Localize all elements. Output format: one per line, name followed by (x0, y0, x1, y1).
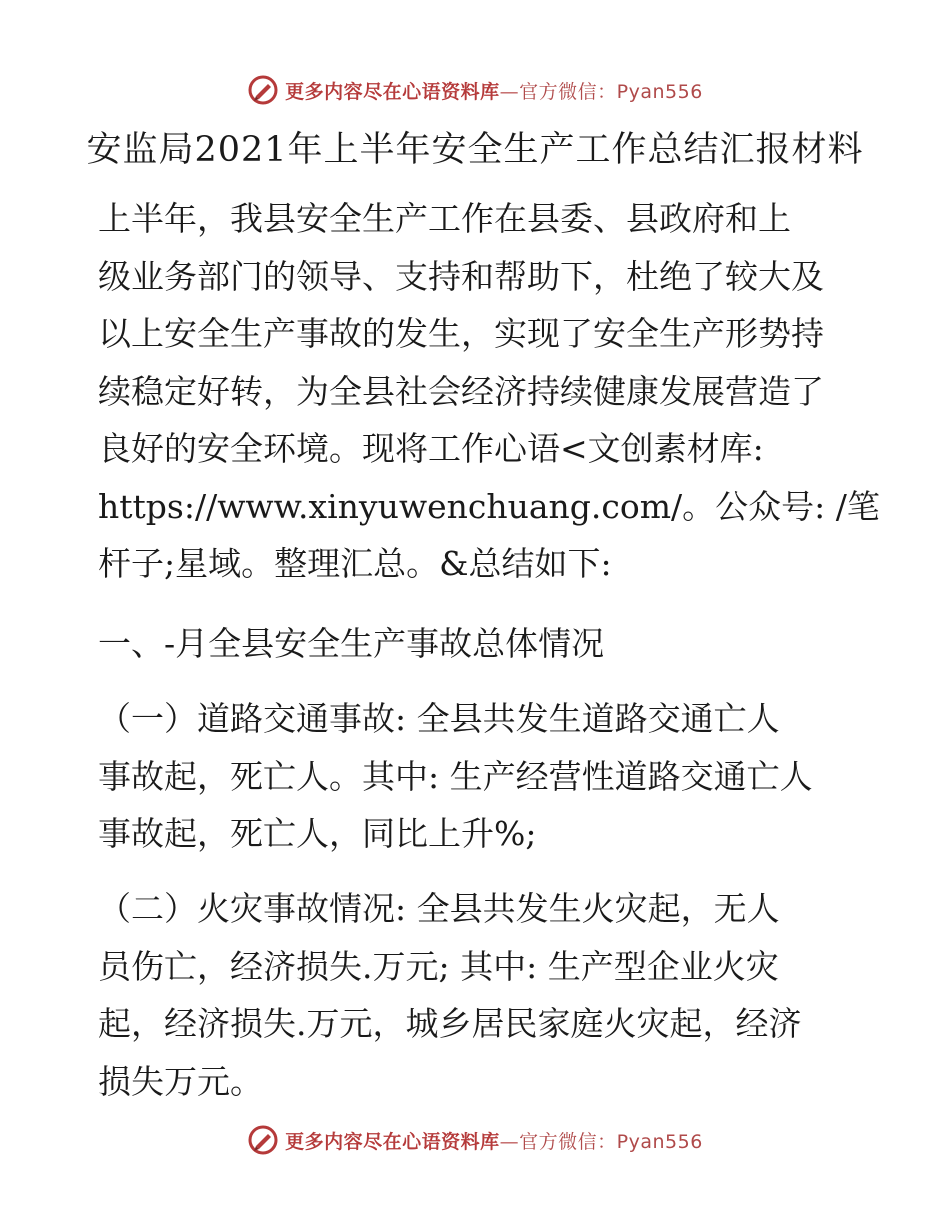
watermark-dash: — (499, 80, 520, 103)
watermark-wechat-text: 官方微信：Pyan556 (519, 1130, 703, 1153)
header-watermark (0, 70, 950, 110)
fire-line: 损失万元。 (98, 1061, 263, 1101)
traffic-accident-paragraph (98, 690, 858, 863)
traffic-line: 事故起，死亡人。其中: 生产经营性道路交通亡人 (98, 756, 813, 796)
fire-line: 起，经济损失.万元，城乡居民家庭火灾起，经济 (98, 1004, 802, 1043)
pen-logo-icon (247, 1124, 279, 1156)
intro-line: 级业务部门的领导、支持和帮助下，杜绝了较大及 (98, 256, 824, 296)
intro-line: 良好的安全环境。现将工作心语<文创素材库: (98, 429, 764, 468)
watermark-main-text: 更多内容尽在心语资料库 (285, 1130, 500, 1153)
intro-line: 杆子;星域。整理汇总。&总结如下: (98, 544, 612, 583)
section-heading (98, 615, 858, 673)
traffic-line: 事故起，死亡人，同比上升%; (98, 814, 537, 853)
footer-watermark (0, 1120, 950, 1160)
intro-line: 以上安全生产事故的发生，实现了安全生产形势持 (98, 314, 824, 353)
intro-line: 上半年，我县安全生产工作在县委、县政府和上 (98, 199, 791, 238)
fire-accident-paragraph (98, 880, 858, 1110)
section-heading-text: 一、-月全县安全生产事故总体情况 (98, 624, 605, 663)
watermark-wechat-text: 官方微信：Pyan556 (519, 80, 703, 103)
pen-logo-icon (247, 74, 279, 106)
document-title: 安监局2021年上半年安全生产工作总结汇报材料 (86, 130, 864, 170)
watermark-dash: — (499, 1130, 520, 1153)
fire-line: （二）火灾事故情况: 全县共发生火灾起，无人 (98, 889, 780, 928)
traffic-line: （一）道路交通事故: 全县共发生道路交通亡人 (98, 699, 780, 738)
watermark-main-text: 更多内容尽在心语资料库 (285, 80, 500, 103)
intro-paragraph (98, 190, 880, 593)
intro-line: https://www.xinyuwenchuang.com/。公众号: /笔 (98, 486, 880, 526)
fire-line: 员伤亡，经济损失.万元; 其中: 生产型企业火灾 (98, 946, 779, 986)
intro-line: 续稳定好转，为全县社会经济持续健康发展营造了 (98, 371, 824, 411)
